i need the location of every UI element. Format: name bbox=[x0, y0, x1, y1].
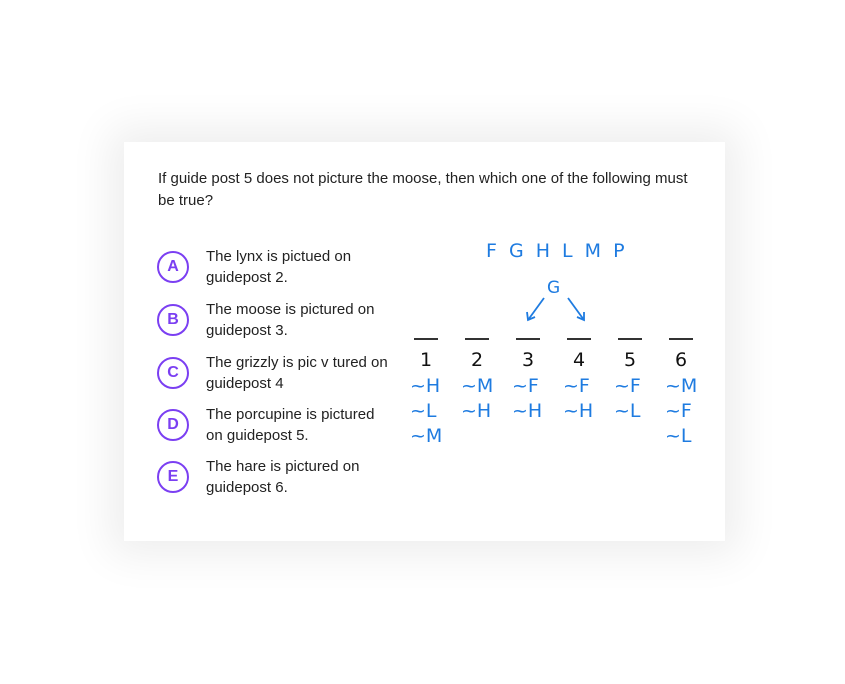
slot-note: ~M bbox=[410, 425, 443, 447]
slot-blank bbox=[516, 338, 540, 340]
option-letter: D bbox=[157, 409, 189, 441]
slot-blank bbox=[567, 338, 591, 340]
option-text: The moose is pictured on guidepost 3. bbox=[206, 301, 375, 339]
option-text: The grizzly is pic v tured on guidepost 4 bbox=[206, 354, 388, 392]
option-d[interactable] bbox=[157, 404, 391, 446]
question-text: If guide post 5 does not picture the moose, then which one of the following must be true? bbox=[158, 170, 688, 209]
slot-note: ~L bbox=[665, 425, 692, 447]
slot-note: ~H bbox=[512, 400, 543, 422]
slot-note: ~F bbox=[512, 375, 539, 397]
option-c[interactable] bbox=[157, 352, 391, 394]
slot-number: 2 bbox=[470, 349, 484, 371]
slot-note: ~H bbox=[461, 400, 492, 422]
slot-blank bbox=[414, 338, 438, 340]
slot-blank bbox=[618, 338, 642, 340]
entity-list: F G H L M P bbox=[486, 240, 628, 262]
slot-note: ~H bbox=[410, 375, 441, 397]
slot-note: ~L bbox=[410, 400, 437, 422]
option-b[interactable] bbox=[157, 299, 391, 341]
slot-number: 4 bbox=[572, 349, 586, 371]
question-card bbox=[124, 142, 725, 541]
arrows-icon bbox=[522, 292, 592, 326]
option-letter: B bbox=[157, 304, 189, 336]
option-e[interactable] bbox=[157, 456, 391, 498]
slot-blank bbox=[669, 338, 693, 340]
slot-number: 6 bbox=[674, 349, 688, 371]
option-text: The lynx is pictued on guidepost 2. bbox=[206, 248, 352, 286]
option-a[interactable] bbox=[157, 246, 391, 288]
option-text: The hare is pictured on guidepost 6. bbox=[206, 458, 360, 496]
slot-note: ~M bbox=[461, 375, 494, 397]
handwritten-diagram bbox=[404, 232, 704, 462]
option-letter: C bbox=[157, 357, 189, 389]
slot-note: ~H bbox=[563, 400, 594, 422]
slot-number: 1 bbox=[419, 349, 433, 371]
slot-note: ~F bbox=[563, 375, 590, 397]
slot-note: ~L bbox=[614, 400, 641, 422]
slot-number: 5 bbox=[623, 349, 637, 371]
slot-note: ~M bbox=[665, 375, 698, 397]
slot-note: ~F bbox=[614, 375, 641, 397]
slot-note: ~F bbox=[665, 400, 692, 422]
slot-blank bbox=[465, 338, 489, 340]
slot-number: 3 bbox=[521, 349, 535, 371]
option-text: The porcupine is pictured on guidepost 5. bbox=[206, 406, 375, 444]
option-letter: A bbox=[157, 251, 189, 283]
option-letter: E bbox=[157, 461, 189, 493]
floating-entity: G bbox=[547, 278, 561, 298]
